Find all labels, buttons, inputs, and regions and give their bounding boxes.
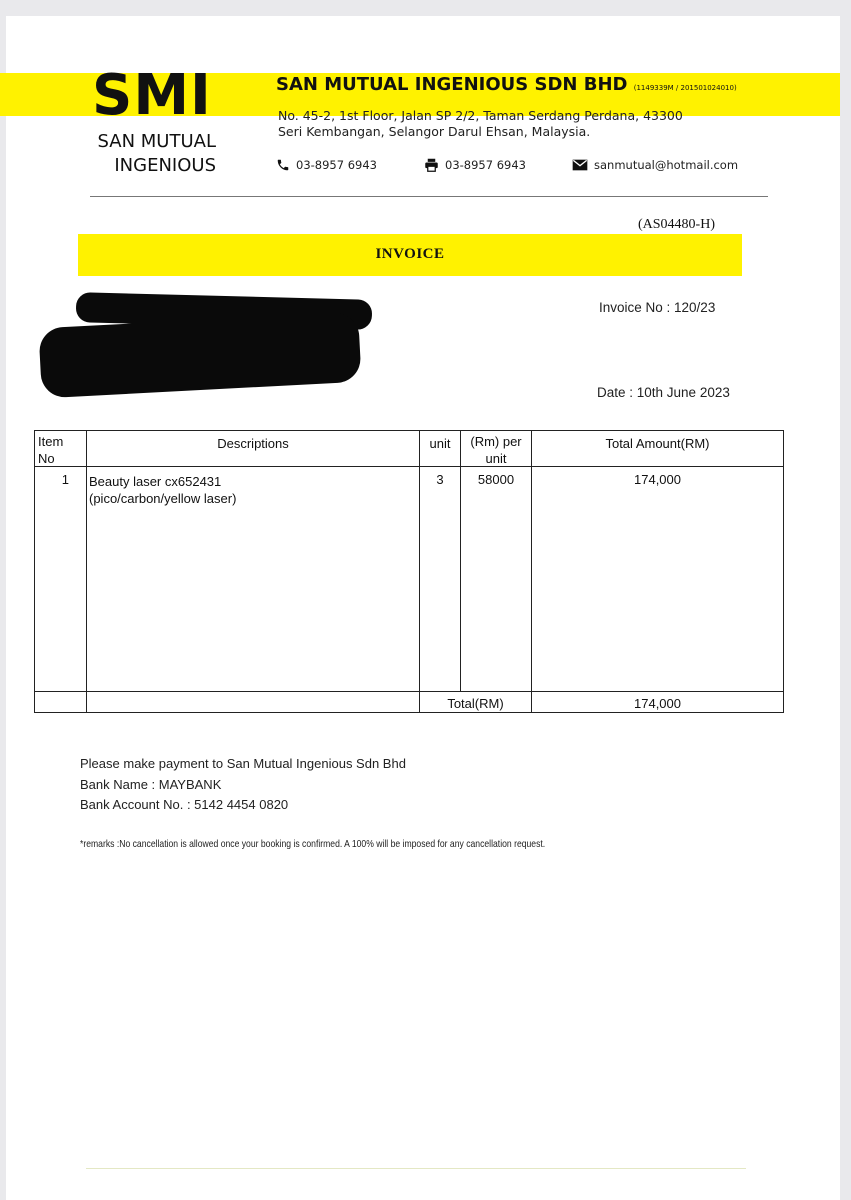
bank-name: Bank Name : MAYBANK	[80, 777, 222, 792]
invoice-date: Date : 10th June 2023	[597, 385, 730, 400]
row-price: 58000	[477, 472, 515, 487]
company-logo: SMI	[92, 63, 212, 128]
company-name: SAN MUTUAL INGENIOUS SDN BHD (1149339M / 201501024010)	[276, 74, 737, 95]
total-value: 174,000	[634, 696, 681, 711]
registration-number: (AS04480-H)	[638, 217, 715, 232]
redaction-mark	[38, 312, 361, 399]
invoice-page	[6, 16, 840, 1200]
total-label: Total(RM)	[447, 696, 504, 711]
invoice-number: Invoice No : 120/23	[599, 300, 716, 315]
row-description: Beauty laser cx652431 (pico/carbon/yellow laser)	[89, 474, 237, 506]
header-unit: unit	[429, 436, 451, 451]
contact-fax: 03-8957 6943	[424, 158, 526, 172]
table-col-divider	[460, 431, 461, 691]
row-item-no: 1	[61, 472, 69, 487]
bank-account: Bank Account No. : 5142 4454 0820	[80, 797, 289, 812]
header-descriptions: Descriptions	[217, 436, 289, 451]
company-address: No. 45-2, 1st Floor, Jalan SP 2/2, Taman Serdang Perdana, 43300 Seri Kembangan, Selangor Darul Ehsan, Malaysia.	[278, 108, 683, 139]
invoice-title: INVOICE	[375, 246, 445, 262]
phone-icon	[276, 158, 290, 172]
table-total-divider	[35, 691, 783, 692]
fax-icon	[424, 158, 439, 172]
invoice-title-band	[78, 234, 742, 276]
row-amount: 174,000	[634, 472, 681, 487]
header-divider	[90, 196, 768, 197]
payment-instruction: Please make payment to San Mutual Ingenious Sdn Bhd	[80, 756, 406, 771]
company-registration: (1149339M / 201501024010)	[633, 84, 737, 92]
header-item-no: Item No	[38, 434, 64, 466]
logo-subtitle: SAN MUTUAL INGENIOUS	[97, 131, 216, 176]
header-total-amount: Total Amount(RM)	[605, 436, 710, 451]
table-col-divider	[86, 431, 87, 712]
contact-email: sanmutual@hotmail.com	[572, 158, 738, 172]
header-price-per-unit: (Rm) per unit	[470, 434, 522, 466]
row-unit: 3	[436, 472, 444, 487]
email-icon	[572, 159, 588, 171]
invoice-table	[34, 430, 784, 713]
remarks: *remarks :No cancellation is allowed once your booking is confirmed. A 100% will be imposed for any cancellation request.	[80, 838, 546, 850]
footer-divider	[86, 1168, 746, 1169]
contact-phone: 03-8957 6943	[276, 158, 377, 172]
table-header-divider	[35, 466, 783, 467]
